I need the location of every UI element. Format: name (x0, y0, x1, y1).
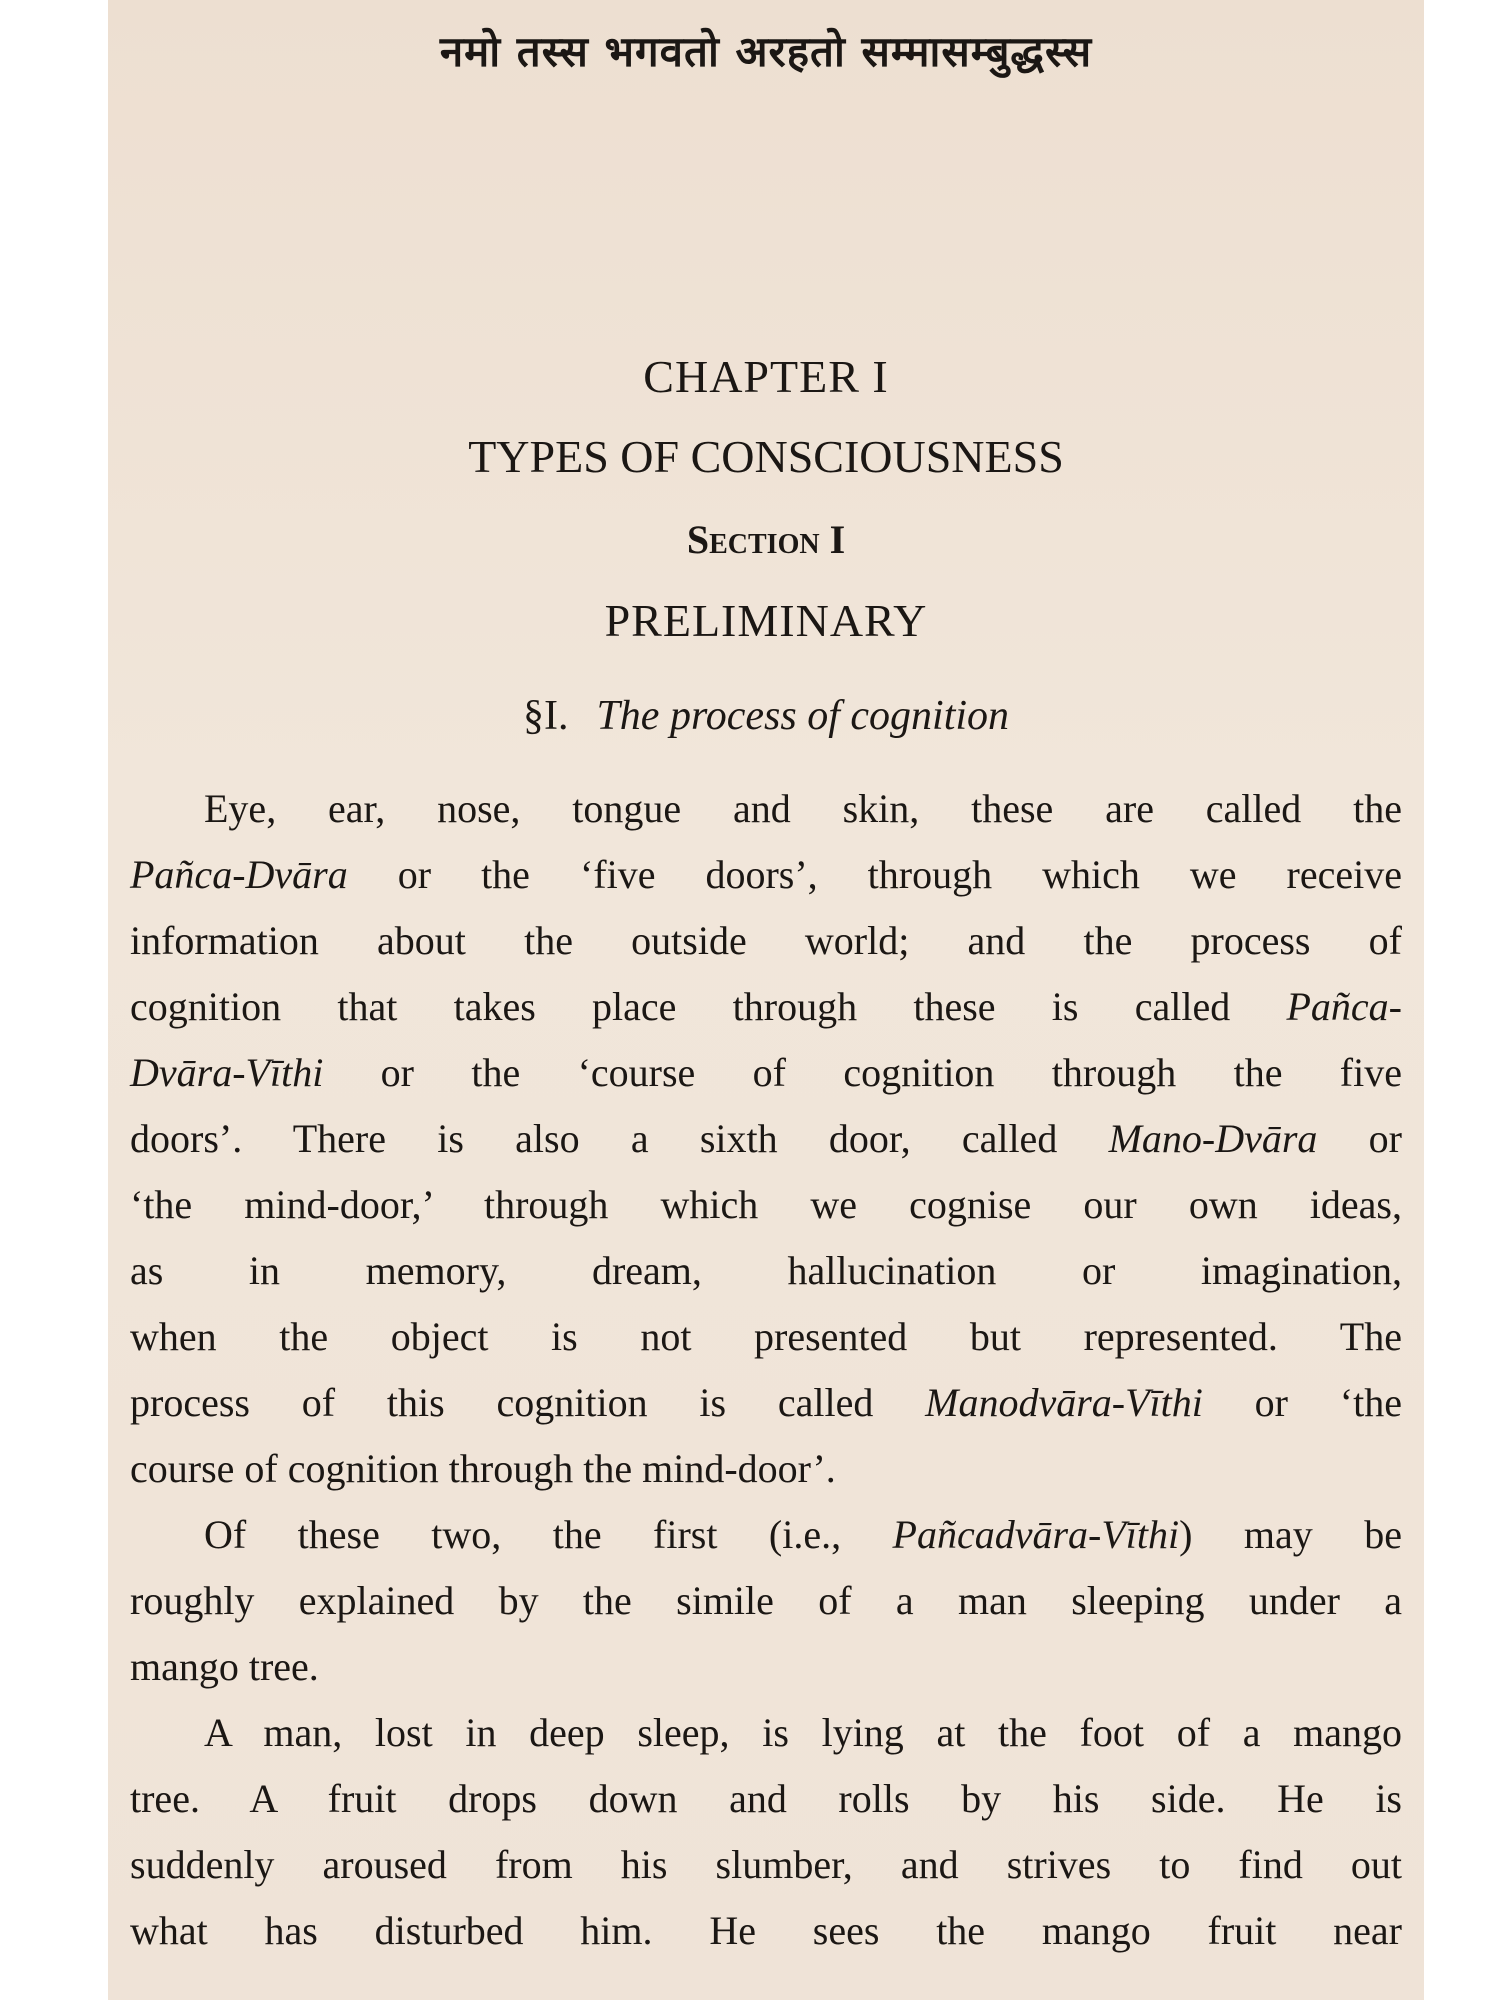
text-span: cognition that takes place through these is called (130, 984, 1287, 1029)
text-span: course of cognition through the mind-door’. (130, 1446, 836, 1491)
subsection-number: §I. (522, 693, 569, 739)
text-span: tree. A fruit drops down and rolls by his side. He is (130, 1776, 1402, 1821)
text-line (130, 1172, 1402, 1238)
text-span: or the ‘five doors’, through which we receive (347, 852, 1402, 897)
pali-term: Pañcadvāra-Vīthi (892, 1512, 1180, 1557)
text-line (130, 1832, 1402, 1898)
text-span: Eye, ear, nose, tongue and skin, these are called the (204, 786, 1402, 831)
text-span: or (1317, 1116, 1402, 1161)
text-line (130, 1106, 1402, 1172)
subsection-title: The process of cognition (596, 693, 1010, 739)
chapter-number: CHAPTER I (643, 351, 889, 402)
text-span: or ‘the (1202, 1380, 1402, 1425)
chapter-title: TYPES OF CONSCIOUSNESS (468, 431, 1064, 482)
pali-term: Dvāra-Vīthi (130, 1050, 324, 1095)
text-span: process of this cognition is called (130, 1380, 926, 1425)
section-heading: Section I (686, 517, 846, 562)
text-span: Of these two, the first (i.e., (204, 1512, 893, 1557)
pali-invocation: नमो तस्स भगवतो अरहतो सम्मासम्बुद्धस्स (439, 27, 1093, 76)
text-line (130, 1502, 1402, 1568)
text-line (130, 1568, 1402, 1634)
text-span: ) may be (1179, 1512, 1402, 1557)
paragraph-3 (130, 1700, 1402, 1964)
text-line (130, 908, 1402, 974)
text-line (130, 1436, 1402, 1502)
text-line (130, 1370, 1402, 1436)
pali-term: Pañca- (1286, 984, 1402, 1029)
text-span: information about the outside world; and the process of (130, 918, 1402, 963)
paragraph-2 (130, 1502, 1402, 1700)
text-span: suddenly aroused from his slumber, and strives to find out (130, 1842, 1402, 1887)
text-line (130, 776, 1402, 842)
text-line (130, 1766, 1402, 1832)
text-line (130, 1238, 1402, 1304)
text-span: A man, lost in deep sleep, is lying at the foot of a mango (204, 1710, 1402, 1755)
text-line (130, 1700, 1402, 1766)
text-line (130, 1040, 1402, 1106)
text-span: roughly explained by the simile of a man sleeping under a (130, 1578, 1402, 1623)
pali-term: Mano-Dvāra (1108, 1116, 1318, 1161)
text-line (130, 1304, 1402, 1370)
text-line (130, 974, 1402, 1040)
text-span: ‘the mind-door,’ through which we cognise our own ideas, (130, 1182, 1402, 1227)
text-span: when the object is not presented but represented. The (130, 1314, 1402, 1359)
text-span: as in memory, dream, hallucination or imagination, (130, 1248, 1402, 1293)
text-span: mango tree. (130, 1644, 319, 1689)
text-span: or the ‘course of cognition through the five (323, 1050, 1402, 1095)
subsection-heading (108, 692, 1424, 740)
preliminary-heading: PRELIMINARY (604, 595, 928, 646)
paragraph-1 (130, 776, 1402, 1502)
pali-term: Pañca-Dvāra (130, 852, 348, 897)
text-line (130, 1898, 1402, 1964)
book-page (108, 0, 1424, 2000)
text-span: doors’. There is also a sixth door, called (130, 1116, 1109, 1161)
body-text (130, 776, 1402, 1964)
text-line (130, 1634, 1402, 1700)
text-line (130, 842, 1402, 908)
pali-term: Manodvāra-Vīthi (925, 1380, 1203, 1425)
text-span: what has disturbed him. He sees the mango fruit near (130, 1908, 1402, 1953)
